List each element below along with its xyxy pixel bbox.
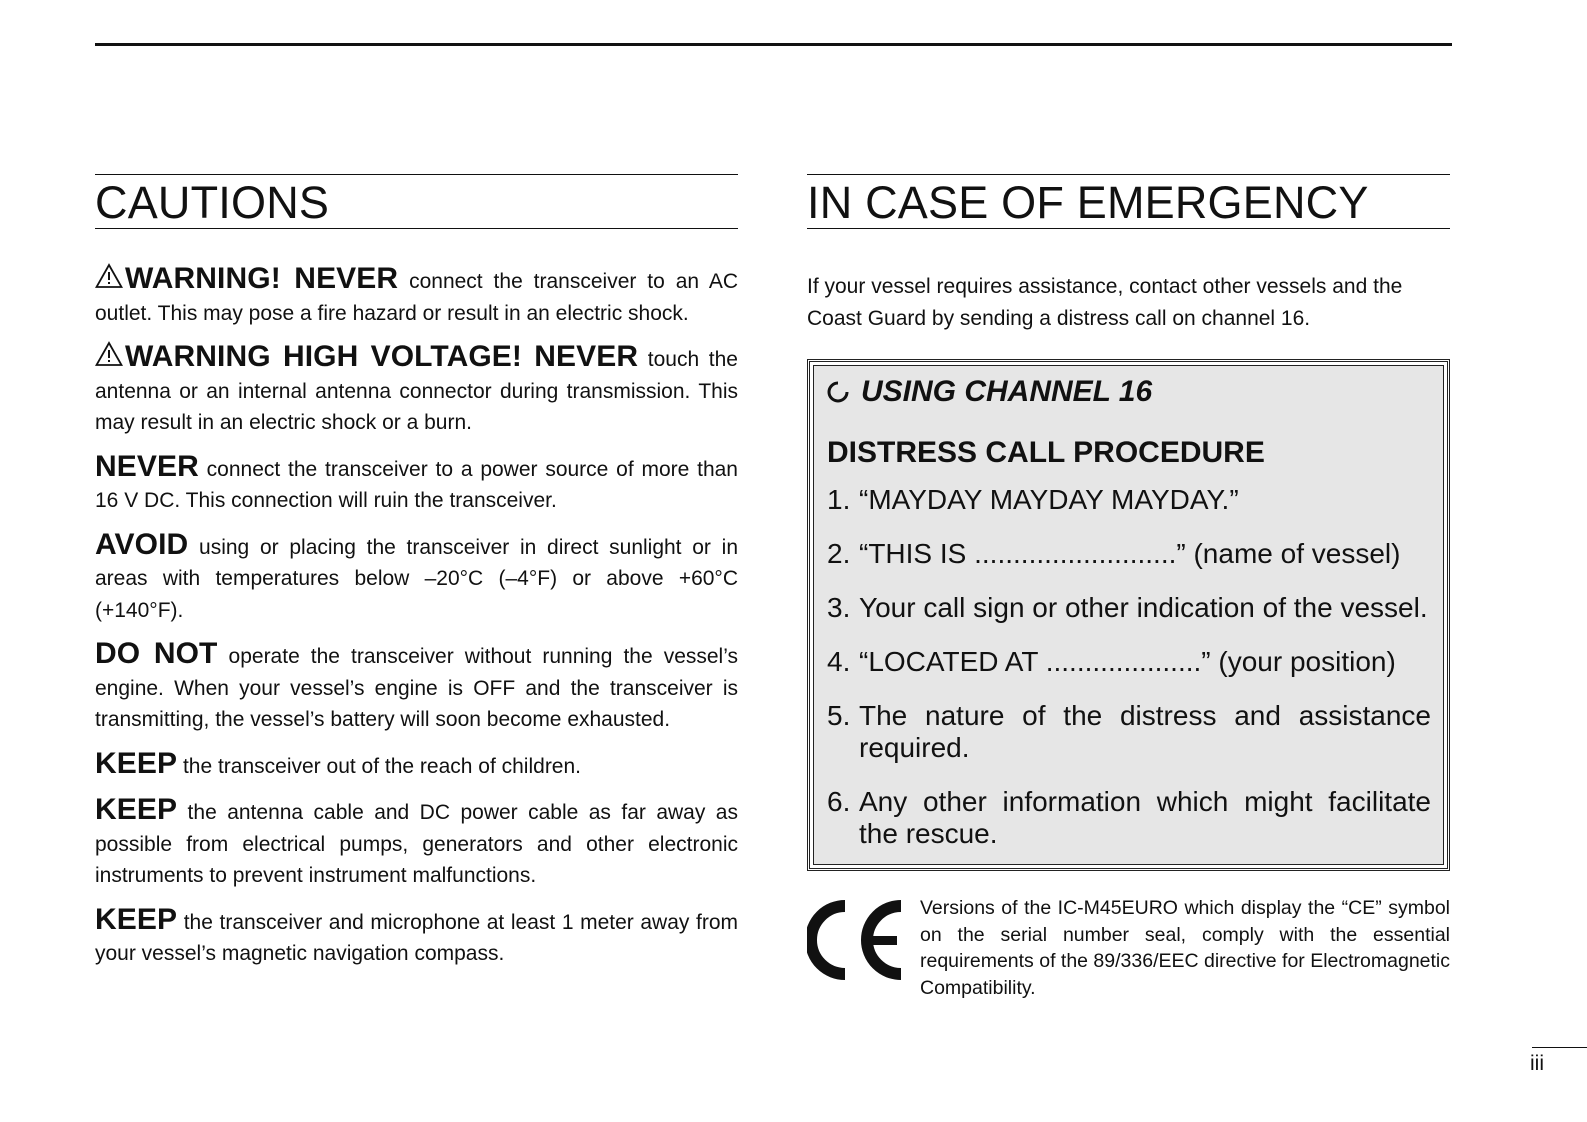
procedure-step [827,484,1431,516]
top-rule [95,43,1452,46]
caution-lead: NEVER [95,449,199,483]
procedure-step [827,646,1431,678]
cautions-title: CAUTIONS [95,174,738,229]
procedure-steps [827,484,1431,850]
step-text: “MAYDAY MAYDAY MAYDAY.” [859,484,1239,515]
ce-compliance-text: Versions of the IC-M45EURO which display the “CE” symbol on the serial number seal, comply with the essential requirements of the 89/336/EEC directive for Electromagnetic Compatibility. [920,897,1451,999]
procedure-title: DISTRESS CALL PROCEDURE [827,436,1265,469]
ce-notice [807,895,1450,1001]
page-number-rule [1532,1047,1587,1048]
caution-text: the transceiver out of the reach of children. [177,754,582,778]
caution-text: the antenna cable and DC power cable as far away as possible from electrical pumps, generators and other electronic instruments to prevent instrument malfunctions. [95,801,738,887]
step-number: 6. [827,786,851,817]
caution-item [95,638,738,736]
caution-item [95,794,738,892]
caution-item [95,529,738,627]
step-text: “THIS IS ..........................” (name of vessel) [859,538,1401,569]
distress-procedure-panel [813,365,1444,865]
caution-lead: AVOID [95,527,189,561]
distress-procedure-box [807,359,1450,871]
caution-item [95,748,738,783]
bullet-ring-icon [827,381,849,403]
caution-lead: WARNING! NEVER [125,262,399,295]
cautions-column [95,174,738,982]
caution-lead: KEEP [95,746,178,780]
warning-icon [95,263,123,289]
step-number: 4. [827,646,851,677]
step-number: 2. [827,538,851,569]
ce-mark-icon [807,900,907,980]
procedure-step [827,538,1431,570]
caution-item [95,341,738,439]
channel-16-label: USING CHANNEL 16 [861,375,1153,408]
caution-text: touch the antenna or an internal antenna connector during transmission. This may result in an electric shock or a burn. [95,348,738,434]
emergency-title: IN CASE OF EMERGENCY [807,174,1450,229]
cautions-list [95,263,738,970]
caution-lead: DO NOT [95,637,218,670]
caution-lead: KEEP [95,902,178,936]
caution-item [95,263,738,329]
procedure-step [827,700,1431,764]
step-text: The nature of the distress and assistance required. [859,700,1431,763]
caution-text: the transceiver and microphone at least 1 meter away from your vessel’s magnetic navigation compass. [95,910,738,965]
procedure-step [827,786,1431,850]
emergency-column [807,174,1450,1001]
procedure-step [827,592,1431,624]
caution-text: connect the transceiver to an AC outlet. This may pose a fire hazard or result in an electric shock. [95,270,739,325]
caution-lead: KEEP [95,793,178,826]
caution-lead: WARNING HIGH VOLTAGE! NEVER [125,340,639,373]
step-number: 3. [827,592,851,623]
step-number: 1. [827,484,851,515]
caution-text: operate the transceiver without running the vessel’s engine. When your vessel’s engine is OFF and the transceiver is transmitting, the vessel’s battery will soon become exhausted. [95,645,739,731]
caution-item [95,904,738,970]
step-text: Your call sign or other indication of the vessel. [859,592,1428,623]
step-text: “LOCATED AT ....................” (your position) [859,646,1396,677]
channel-16-subheading [827,372,1431,412]
caution-item [95,451,738,517]
warning-icon [95,341,123,367]
step-number: 5. [827,700,851,731]
page-number: iii [1530,1052,1544,1075]
step-text: Any other information which might facilitate the rescue. [859,786,1431,849]
emergency-intro: If your vessel requires assistance, contact other vessels and the Coast Guard by sending a distress call on channel 16. [807,275,1403,330]
caution-text: connect the transceiver to a power source of more than 16 V DC. This connection will ruin the transceiver. [95,457,738,512]
caution-text: using or placing the transceiver in direct sunlight or in areas with temperatures below –20°C (–4°F) or above +60°C (+140°F). [95,535,738,622]
